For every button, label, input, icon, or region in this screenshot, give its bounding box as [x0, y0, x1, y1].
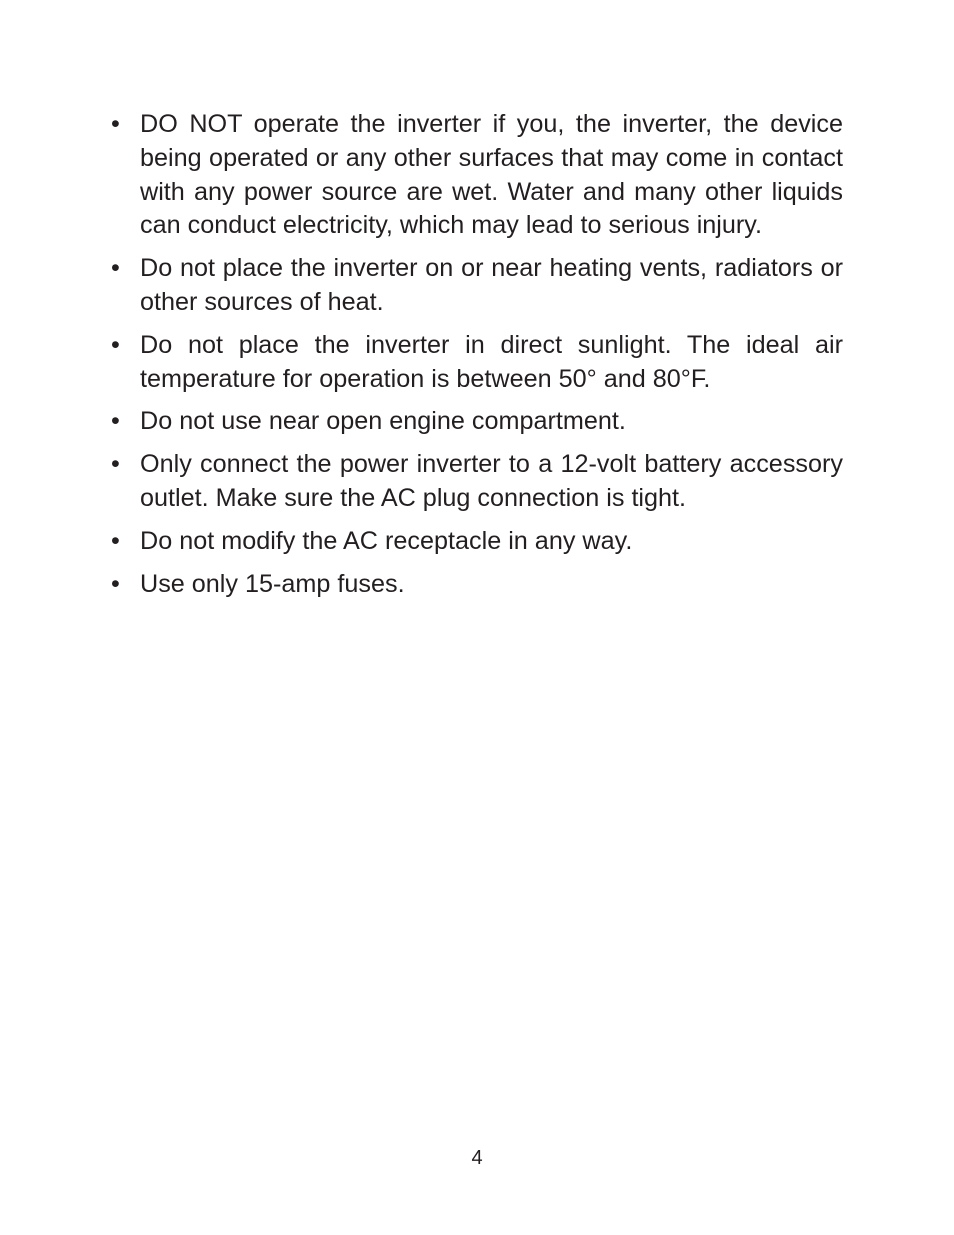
bullet-marker: • — [111, 450, 120, 479]
bullet-item — [108, 108, 843, 243]
bullet-text: Do not use near open engine compartment. — [140, 407, 626, 436]
bullet-item — [108, 329, 843, 397]
bullet-marker: • — [111, 526, 120, 555]
bullet-item — [108, 525, 843, 559]
bullet-item — [108, 252, 843, 320]
bullet-text: Use only 15-amp fuses. — [140, 569, 405, 598]
bullet-marker: • — [111, 110, 120, 138]
bullet-item — [108, 405, 843, 439]
bullet-item — [108, 448, 843, 516]
bullet-marker: • — [111, 407, 120, 436]
bullet-text: Do not modify the AC receptacle in any way. — [140, 526, 633, 555]
page-number: 4 — [471, 1147, 483, 1169]
bullet-text: Only connect the power inverter to a 12-volt battery accessory outlet. Make sure the AC plug connection is tight. — [140, 450, 843, 512]
bullet-marker: • — [111, 254, 120, 283]
bullet-marker: • — [111, 330, 120, 359]
bullet-text: Do not place the inverter in direct sunlight. The ideal air temperature for operation is between 50° and 80°F. — [140, 330, 843, 393]
bullet-text: Do not place the inverter on or near heating vents, radiators or other sources of heat. — [140, 254, 843, 316]
bullet-marker: • — [111, 569, 120, 598]
bullet-item — [108, 568, 843, 602]
bullet-text: DO NOT operate the inverter if you, the inverter, the device being operated or any other surfaces that may come in contact with any power source are wet. Water and many other liquids can conduct electricity, which may lead to serious injury. — [140, 110, 843, 240]
safety-bullet-list — [108, 108, 843, 610]
